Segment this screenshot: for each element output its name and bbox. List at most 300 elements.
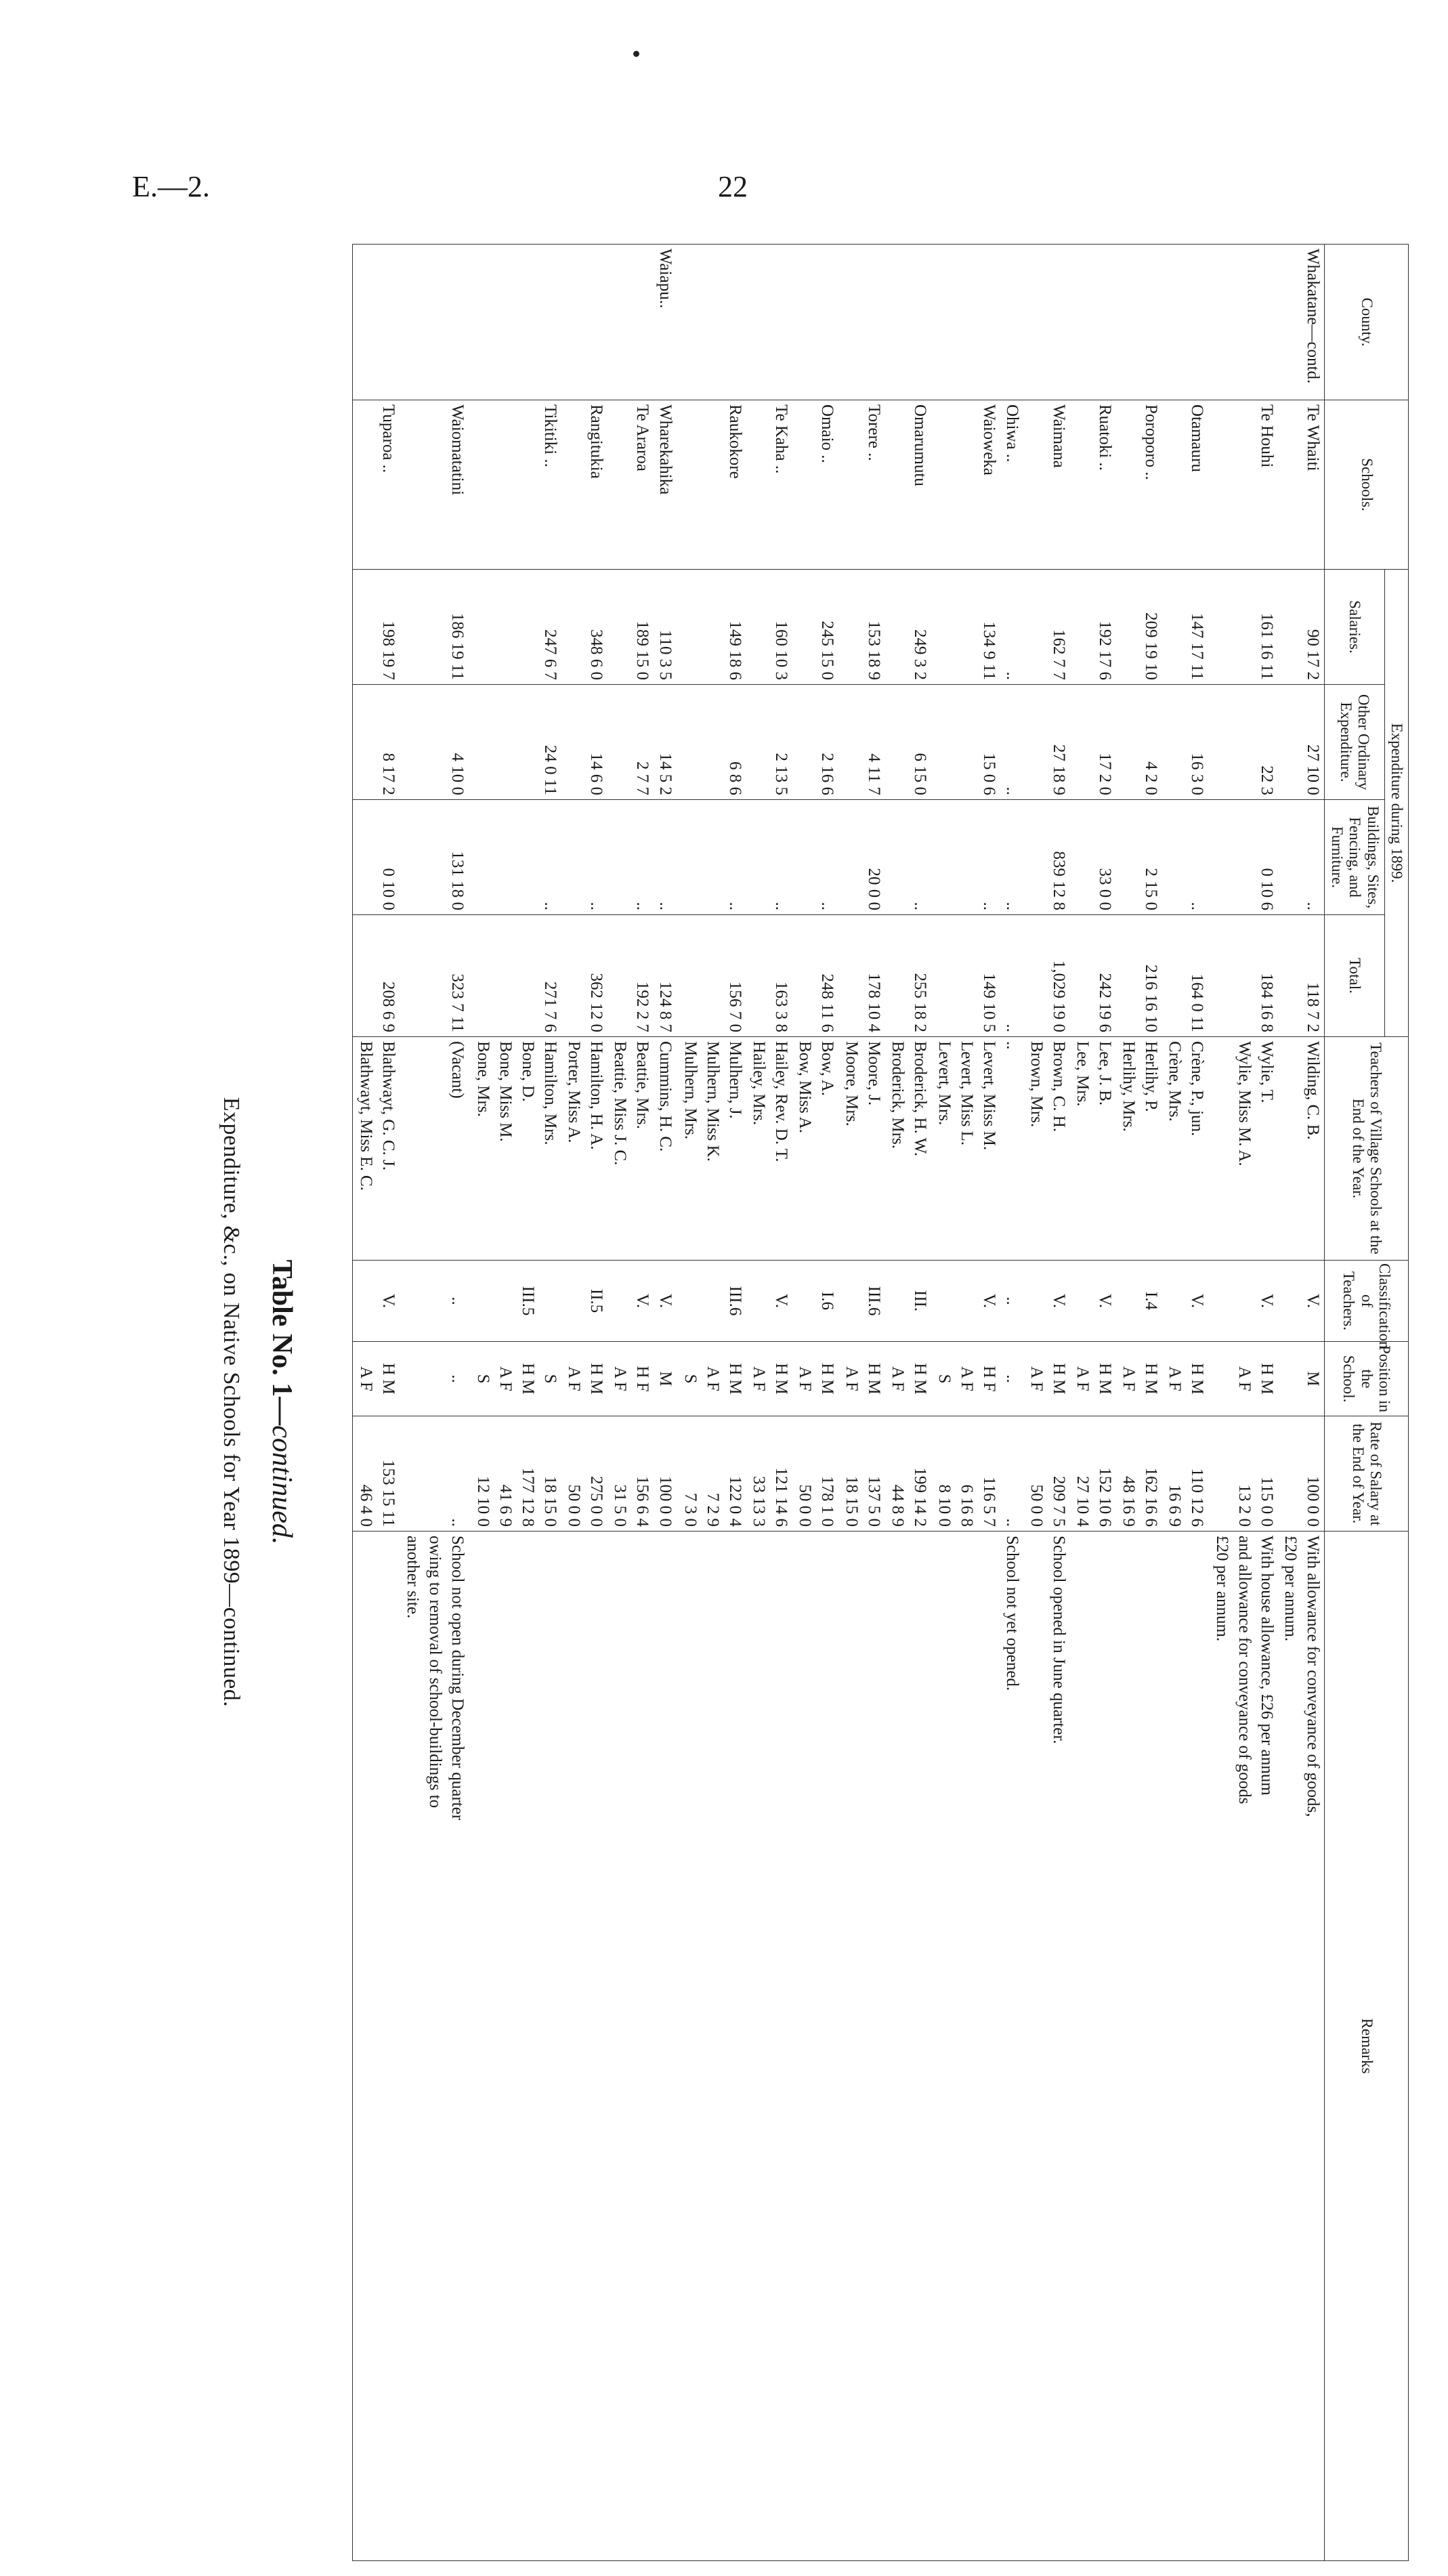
other-expenditure-cell — [561, 685, 608, 800]
classification-cell-line: .. — [448, 1296, 467, 1305]
salary-rate-cell-line: 177 12 8 — [518, 1467, 537, 1527]
remarks-cell — [1116, 1532, 1162, 2561]
buildings-cell-line: 131 18 0 — [448, 851, 467, 910]
position-cell-line: H M — [587, 1363, 605, 1395]
county-cell-line — [1001, 249, 1023, 396]
salary-rate-cell-line: 41 6 9 — [496, 1484, 515, 1527]
salaries-cell-line: 247 6 7 — [540, 629, 559, 680]
salary-rate-cell-line: 8 10 0 — [935, 1484, 954, 1527]
table-row — [353, 245, 400, 2561]
county-cell — [746, 245, 792, 400]
other-expenditure-cell — [792, 685, 838, 800]
school-cell-line: Ohiwa .. — [1003, 404, 1022, 463]
position-cell — [1070, 1342, 1116, 1416]
table-row — [654, 245, 677, 2561]
buildings-cell — [654, 800, 677, 915]
county-cell-line — [585, 249, 608, 396]
classification-cell — [1116, 1261, 1162, 1342]
school-cell — [931, 400, 1000, 570]
position-cell — [469, 1342, 561, 1416]
teacher-cell — [746, 1037, 792, 1261]
table-row — [792, 245, 838, 2561]
total-cell-line: 156 7 0 — [725, 981, 744, 1033]
header-expenditure: Expenditure during 1899. — [1384, 570, 1408, 1037]
position-cell-line: A F — [703, 1366, 722, 1391]
teacher-cell-line: Crène, Mrs. — [1166, 1041, 1185, 1122]
table-row — [1116, 245, 1162, 2561]
buildings-cell-line: 2 15 0 — [1142, 868, 1161, 910]
salary-rate-cell-line: 18 15 0 — [842, 1476, 861, 1527]
salaries-cell-line: 245 15 0 — [818, 620, 837, 680]
buildings-cell — [1000, 800, 1023, 915]
remarks-cell — [1162, 1532, 1208, 2561]
buildings-cell — [561, 800, 608, 915]
teacher-cell-line: Wylie, Miss M. A. — [1235, 1041, 1254, 1166]
salary-rate-cell-line: 122 0 4 — [725, 1476, 744, 1527]
total-cell-line: 362 12 0 — [587, 973, 605, 1033]
classification-cell-line: II.5 — [587, 1288, 605, 1313]
salary-rate-cell-line: 115 0 0 — [1257, 1476, 1276, 1527]
salary-rate-cell-line: 16 6 9 — [1166, 1484, 1185, 1527]
total-cell-line: 124 8 7 — [656, 981, 675, 1033]
salaries-cell-line: 134 9 11 — [980, 621, 999, 680]
county-cell — [1070, 245, 1116, 400]
county-cell-line — [978, 249, 1000, 396]
salaries-cell-line: 149 18 6 — [725, 620, 744, 680]
remarks-cell — [1070, 1532, 1116, 2561]
total-cell — [608, 915, 654, 1037]
county-cell-line — [1140, 249, 1162, 396]
remarks-cell-line: School opened in June quarter. — [1049, 1536, 1068, 1744]
total-cell-line: 149 10 5 — [980, 973, 999, 1033]
teacher-cell — [353, 1037, 400, 1261]
county-cell-line — [816, 249, 838, 396]
county-cell — [1023, 245, 1069, 400]
other-expenditure-cell-line: 17 2 0 — [1095, 753, 1114, 795]
buildings-cell-line: .. — [1003, 902, 1022, 910]
school-cell — [677, 400, 746, 570]
salary-rate-cell-line: 50 0 0 — [796, 1484, 815, 1527]
school-cell — [1000, 400, 1023, 570]
classification-cell-line — [539, 1265, 561, 1337]
other-expenditure-cell-line: 6 8 6 — [725, 761, 744, 795]
position-cell-line: A F — [888, 1366, 907, 1391]
county-cell — [885, 245, 931, 400]
salary-rate-cell-line: 48 16 9 — [1120, 1476, 1138, 1527]
school-cell — [561, 400, 608, 570]
buildings-cell-line: .. — [1304, 902, 1323, 910]
position-cell-line: A F — [958, 1366, 977, 1391]
table-title-continued: continued. — [266, 1425, 297, 1545]
teacher-cell-line: Herlihy, Mrs. — [1120, 1041, 1138, 1132]
total-cell — [400, 915, 469, 1037]
salary-rate-cell-line: 162 16 6 — [1142, 1467, 1161, 1527]
county-cell — [792, 245, 838, 400]
buildings-cell — [608, 800, 654, 915]
salary-rate-cell-line: 12 10 0 — [473, 1476, 492, 1527]
other-expenditure-cell-line: 2 7 7 — [633, 761, 652, 795]
salaries-cell — [677, 570, 746, 685]
other-expenditure-cell-line: 14 5 2 — [656, 753, 675, 795]
salaries-cell-line: 90 17 2 — [1304, 629, 1323, 680]
total-cell-line: 208 6 9 — [379, 981, 398, 1033]
classification-cell-line: III. — [910, 1290, 929, 1312]
remarks-cell-line: £20 per annum. — [1212, 1536, 1231, 1642]
header-position: Position in the School. — [1325, 1342, 1409, 1416]
table-row — [400, 245, 469, 2561]
county-cell — [677, 245, 746, 400]
salaries-cell-line: 189 15 0 — [633, 620, 652, 680]
remarks-cell — [1000, 1532, 1023, 2561]
position-cell-line: H M — [1095, 1363, 1114, 1395]
classification-cell-line: III.6 — [725, 1286, 744, 1316]
school-cell — [1209, 400, 1278, 570]
salary-rate-cell — [677, 1416, 746, 1532]
salary-rate-cell — [400, 1416, 469, 1532]
classification-cell-line — [1071, 1265, 1094, 1337]
buildings-cell — [353, 800, 400, 915]
other-expenditure-cell — [931, 685, 1000, 800]
salary-rate-cell — [885, 1416, 931, 1532]
teacher-cell-line: .. — [1003, 1041, 1022, 1050]
classification-cell-line — [840, 1265, 863, 1337]
teacher-cell — [792, 1037, 838, 1261]
buildings-cell — [1116, 800, 1162, 915]
salaries-cell-line: 198 19 7 — [379, 620, 398, 680]
teacher-cell-line: Mulhern, J. — [725, 1041, 744, 1119]
teacher-cell-line: Hamilton, H. A. — [587, 1041, 605, 1150]
total-cell — [1000, 915, 1023, 1037]
classification-cell-line — [1233, 1265, 1256, 1337]
salary-rate-cell-line: .. — [448, 1518, 467, 1527]
classification-cell-line: III.5 — [518, 1286, 537, 1316]
position-cell-line: H M — [1049, 1363, 1068, 1395]
table-row — [1209, 245, 1278, 2561]
school-cell-line: Te Houhi — [1257, 404, 1276, 468]
position-cell-line: H M — [1142, 1363, 1161, 1395]
school-cell-line: Ruatoki .. — [1095, 404, 1114, 471]
teacher-cell-line: Porter, Miss A. — [564, 1041, 583, 1143]
total-cell — [1116, 915, 1162, 1037]
teacher-cell-line: Hamilton, Mrs. — [540, 1041, 559, 1145]
position-cell — [353, 1342, 400, 1416]
teacher-cell — [677, 1037, 746, 1261]
teacher-cell — [1000, 1037, 1023, 1261]
position-cell — [677, 1342, 746, 1416]
remarks-cell-line: another site. — [403, 1536, 422, 1619]
remarks-cell — [1209, 1532, 1278, 2561]
salary-rate-cell-line: 275 0 0 — [587, 1476, 605, 1527]
salary-rate-cell-line: 199 14 2 — [910, 1467, 929, 1527]
school-cell-line: Rangitukia — [587, 404, 605, 479]
total-cell — [654, 915, 677, 1037]
other-expenditure-cell-line: .. — [1003, 786, 1022, 795]
county-cell-line — [1187, 249, 1209, 396]
total-cell-line: 118 7 2 — [1304, 981, 1323, 1033]
classification-cell — [608, 1261, 654, 1342]
table-row — [1023, 245, 1069, 2561]
salaries-cell — [469, 570, 561, 685]
total-cell — [1023, 915, 1069, 1037]
county-cell — [1116, 245, 1162, 400]
school-cell-line: Wharekahika — [656, 404, 675, 495]
school-cell-line: Tuparoa .. — [379, 404, 398, 473]
salaries-cell — [353, 570, 400, 685]
position-cell-line: M — [656, 1371, 675, 1387]
salaries-cell — [1116, 570, 1162, 685]
county-cell-line — [1094, 249, 1116, 396]
salary-rate-cell — [1023, 1416, 1069, 1532]
total-cell-line: 323 7 11 — [448, 973, 467, 1033]
classification-cell — [838, 1261, 885, 1342]
buildings-cell — [838, 800, 885, 915]
teacher-cell-line: Beattie, Miss J. C. — [611, 1041, 630, 1166]
buildings-cell-line: .. — [1188, 902, 1207, 910]
buildings-cell — [1023, 800, 1069, 915]
salaries-cell-line: 161 16 11 — [1257, 612, 1276, 680]
school-cell — [1023, 400, 1069, 570]
classification-cell-line — [563, 1265, 585, 1337]
salary-rate-cell-line: 50 0 0 — [1027, 1484, 1046, 1527]
remarks-cell — [1278, 1532, 1325, 2561]
classification-cell — [931, 1261, 1000, 1342]
buildings-cell — [792, 800, 838, 915]
remarks-cell-line: owing to removal of school-buildings to — [425, 1536, 444, 1809]
buildings-cell-line: .. — [725, 902, 744, 910]
salaries-cell — [608, 570, 654, 685]
salary-rate-cell-line: 209 7 5 — [1049, 1476, 1068, 1527]
teacher-cell-line: Hailey, Rev. D. T. — [771, 1041, 790, 1162]
county-cell-line — [770, 249, 792, 396]
buildings-cell — [1209, 800, 1278, 915]
header-teachers: Teachers of Village Schools at the End of the Year. — [1325, 1037, 1409, 1261]
classification-cell-line: .. — [1003, 1296, 1022, 1305]
other-expenditure-cell — [608, 685, 654, 800]
other-expenditure-cell — [353, 685, 400, 800]
other-expenditure-cell-line: 27 10 0 — [1304, 744, 1323, 795]
salaries-cell — [1070, 570, 1116, 685]
other-expenditure-cell — [1000, 685, 1023, 800]
total-cell-line: 184 16 8 — [1257, 973, 1276, 1033]
teacher-cell-line: Hailey, Mrs. — [749, 1041, 768, 1126]
salary-rate-cell-line: 178 1 0 — [818, 1476, 837, 1527]
salary-rate-cell — [561, 1416, 608, 1532]
classification-cell-line — [748, 1265, 770, 1337]
total-cell-line: .. — [1003, 1023, 1022, 1033]
position-cell — [1209, 1342, 1278, 1416]
teacher-cell — [838, 1037, 885, 1261]
school-cell — [885, 400, 931, 570]
teacher-cell-line: Wilding, C. B. — [1304, 1041, 1323, 1140]
classification-cell-line: V. — [633, 1293, 652, 1309]
county-cell-line — [631, 249, 654, 396]
native-schools-expenditure-table — [352, 244, 1409, 2561]
teacher-cell-line: Beattie, Mrs. — [633, 1041, 652, 1129]
classification-cell-line — [609, 1265, 631, 1337]
county-cell-line — [446, 249, 469, 396]
salary-rate-cell-line: 7 2 9 — [703, 1493, 722, 1527]
county-cell-line — [539, 249, 561, 396]
salaries-cell-line: 162 7 7 — [1049, 629, 1068, 680]
salaries-cell — [838, 570, 885, 685]
page-number: 22 — [718, 170, 748, 203]
position-cell — [792, 1342, 838, 1416]
salary-rate-cell-line: 121 14 6 — [771, 1467, 790, 1527]
remarks-cell — [838, 1532, 885, 2561]
table-title — [265, 244, 298, 2560]
salary-rate-cell — [1070, 1416, 1116, 1532]
position-cell-line: H F — [980, 1366, 999, 1392]
table-titles — [149, 244, 325, 2560]
table-row — [469, 245, 561, 2561]
teacher-cell-line: Lee, J. B. — [1095, 1041, 1114, 1106]
county-cell — [1209, 245, 1278, 400]
header-schools: Schools. — [1325, 400, 1409, 570]
position-cell — [1116, 1342, 1162, 1416]
salary-rate-cell — [792, 1416, 838, 1532]
salary-rate-cell — [931, 1416, 1000, 1532]
remarks-cell — [353, 1532, 400, 2561]
remarks-cell — [608, 1532, 654, 2561]
remarks-cell — [400, 1532, 469, 2561]
teacher-cell-line: Bone, D. — [518, 1041, 537, 1102]
header-classification: Classification of Teachers. — [1325, 1261, 1409, 1342]
school-cell — [838, 400, 885, 570]
table-row — [746, 245, 792, 2561]
table-row — [608, 245, 654, 2561]
buildings-cell-line: 20 0 0 — [864, 868, 883, 910]
buildings-cell — [1162, 800, 1208, 915]
school-cell-line: Waimana — [1049, 404, 1068, 468]
other-expenditure-cell — [746, 685, 792, 800]
classification-cell — [1023, 1261, 1069, 1342]
classification-cell — [400, 1261, 469, 1342]
remarks-cell — [746, 1532, 792, 2561]
table-row — [1070, 245, 1116, 2561]
county-cell — [838, 245, 885, 400]
classification-cell-line: V. — [1095, 1293, 1114, 1309]
other-expenditure-cell — [469, 685, 561, 800]
rotated-table-area — [149, 244, 1409, 2560]
county-cell — [608, 245, 654, 400]
buildings-cell — [1278, 800, 1325, 915]
total-cell-line: 178 10 4 — [864, 973, 883, 1033]
teacher-cell — [654, 1037, 677, 1261]
remarks-cell-line: and allowance for conveyance of goods — [1235, 1536, 1254, 1804]
position-cell-line: A F — [496, 1366, 515, 1391]
other-expenditure-cell — [1278, 685, 1325, 800]
table-row — [1000, 245, 1023, 2561]
salary-rate-cell — [1209, 1416, 1278, 1532]
classification-cell-line — [1025, 1265, 1048, 1337]
position-cell-line: A F — [1120, 1366, 1138, 1391]
classification-cell — [1162, 1261, 1208, 1342]
salaries-cell — [1162, 570, 1208, 685]
position-cell-line: S — [935, 1374, 954, 1384]
salary-rate-cell-line: 44 8 9 — [888, 1484, 907, 1527]
buildings-cell — [931, 800, 1000, 915]
teacher-cell — [561, 1037, 608, 1261]
other-expenditure-cell-line: 15 0 6 — [980, 753, 999, 795]
teacher-cell — [400, 1037, 469, 1261]
salaries-cell-line: 153 18 9 — [864, 620, 883, 680]
salary-rate-cell-line: 156 6 4 — [633, 1476, 652, 1527]
school-cell-line: Torere .. — [864, 404, 883, 461]
table-row — [838, 245, 885, 2561]
school-cell — [654, 400, 677, 570]
total-cell — [469, 915, 561, 1037]
teacher-cell — [1278, 1037, 1325, 1261]
classification-cell-line: V. — [1304, 1293, 1323, 1309]
total-cell — [677, 915, 746, 1037]
salary-rate-cell-line: 137 5 0 — [864, 1476, 883, 1527]
teacher-cell-line: Moore, J. — [864, 1041, 883, 1106]
position-cell-line: .. — [1003, 1374, 1022, 1383]
county-cell-line: Waiapu.. — [656, 249, 675, 309]
table-subtitle: Expenditure, &c., on Native Schools for Year 1899—continued. — [219, 1097, 244, 1708]
school-cell-line: Te Kaha .. — [771, 404, 790, 474]
classification-cell — [353, 1261, 400, 1342]
school-cell — [1162, 400, 1208, 570]
total-cell — [561, 915, 608, 1037]
position-cell-line: S — [681, 1374, 700, 1384]
table-body — [353, 245, 1325, 2561]
salary-rate-cell-line: 110 12 6 — [1188, 1468, 1207, 1527]
other-expenditure-cell — [1162, 685, 1208, 800]
teacher-cell-line: Blathwayt, Miss E. C. — [356, 1041, 375, 1191]
teacher-cell — [1162, 1037, 1208, 1261]
salary-rate-cell-line: 13 2 0 — [1235, 1484, 1254, 1527]
table-row — [1278, 245, 1325, 2561]
salaries-cell — [654, 570, 677, 685]
buildings-cell-line: 0 10 0 — [379, 868, 398, 910]
other-expenditure-cell-line: 22 3 — [1257, 765, 1276, 795]
buildings-cell-line: .. — [633, 902, 652, 910]
position-cell — [746, 1342, 792, 1416]
header-other: Other Ordinary Expenditure. — [1325, 685, 1384, 800]
school-cell-line: Poroporo .. — [1142, 404, 1161, 480]
classification-cell-line — [355, 1265, 377, 1337]
other-expenditure-cell — [838, 685, 885, 800]
other-expenditure-cell-line: 6 15 0 — [910, 753, 929, 795]
other-expenditure-cell — [400, 685, 469, 800]
buildings-cell — [400, 800, 469, 915]
school-cell-line: Tikitiki .. — [540, 404, 559, 467]
position-cell-line: H M — [725, 1363, 744, 1395]
total-cell — [792, 915, 838, 1037]
teacher-cell-line: Brown, Mrs. — [1027, 1041, 1046, 1128]
county-cell-line — [1256, 249, 1278, 396]
page-header — [0, 169, 1448, 210]
position-cell — [1278, 1342, 1325, 1416]
teacher-cell-line: Moore, Mrs. — [842, 1041, 861, 1126]
salaries-cell — [400, 570, 469, 685]
remarks-cell-line: With house allowance, £26 per annum — [1257, 1536, 1276, 1796]
salary-rate-cell — [1162, 1416, 1208, 1532]
teacher-cell-line: Brown, C. H. — [1049, 1041, 1068, 1133]
salary-rate-cell-line: 18 15 0 — [540, 1476, 559, 1527]
salaries-cell-line: 186 19 11 — [448, 612, 467, 680]
buildings-cell-line: .. — [656, 902, 675, 910]
salary-rate-cell — [1116, 1416, 1162, 1532]
teacher-cell-line: Crène, P., jun. — [1188, 1041, 1207, 1137]
school-cell — [353, 400, 400, 570]
total-cell — [931, 915, 1000, 1037]
classification-cell — [469, 1261, 561, 1342]
buildings-cell-line: 33 0 0 — [1095, 868, 1114, 910]
teacher-cell-line: Bow, A. — [818, 1041, 837, 1097]
position-cell — [1023, 1342, 1069, 1416]
